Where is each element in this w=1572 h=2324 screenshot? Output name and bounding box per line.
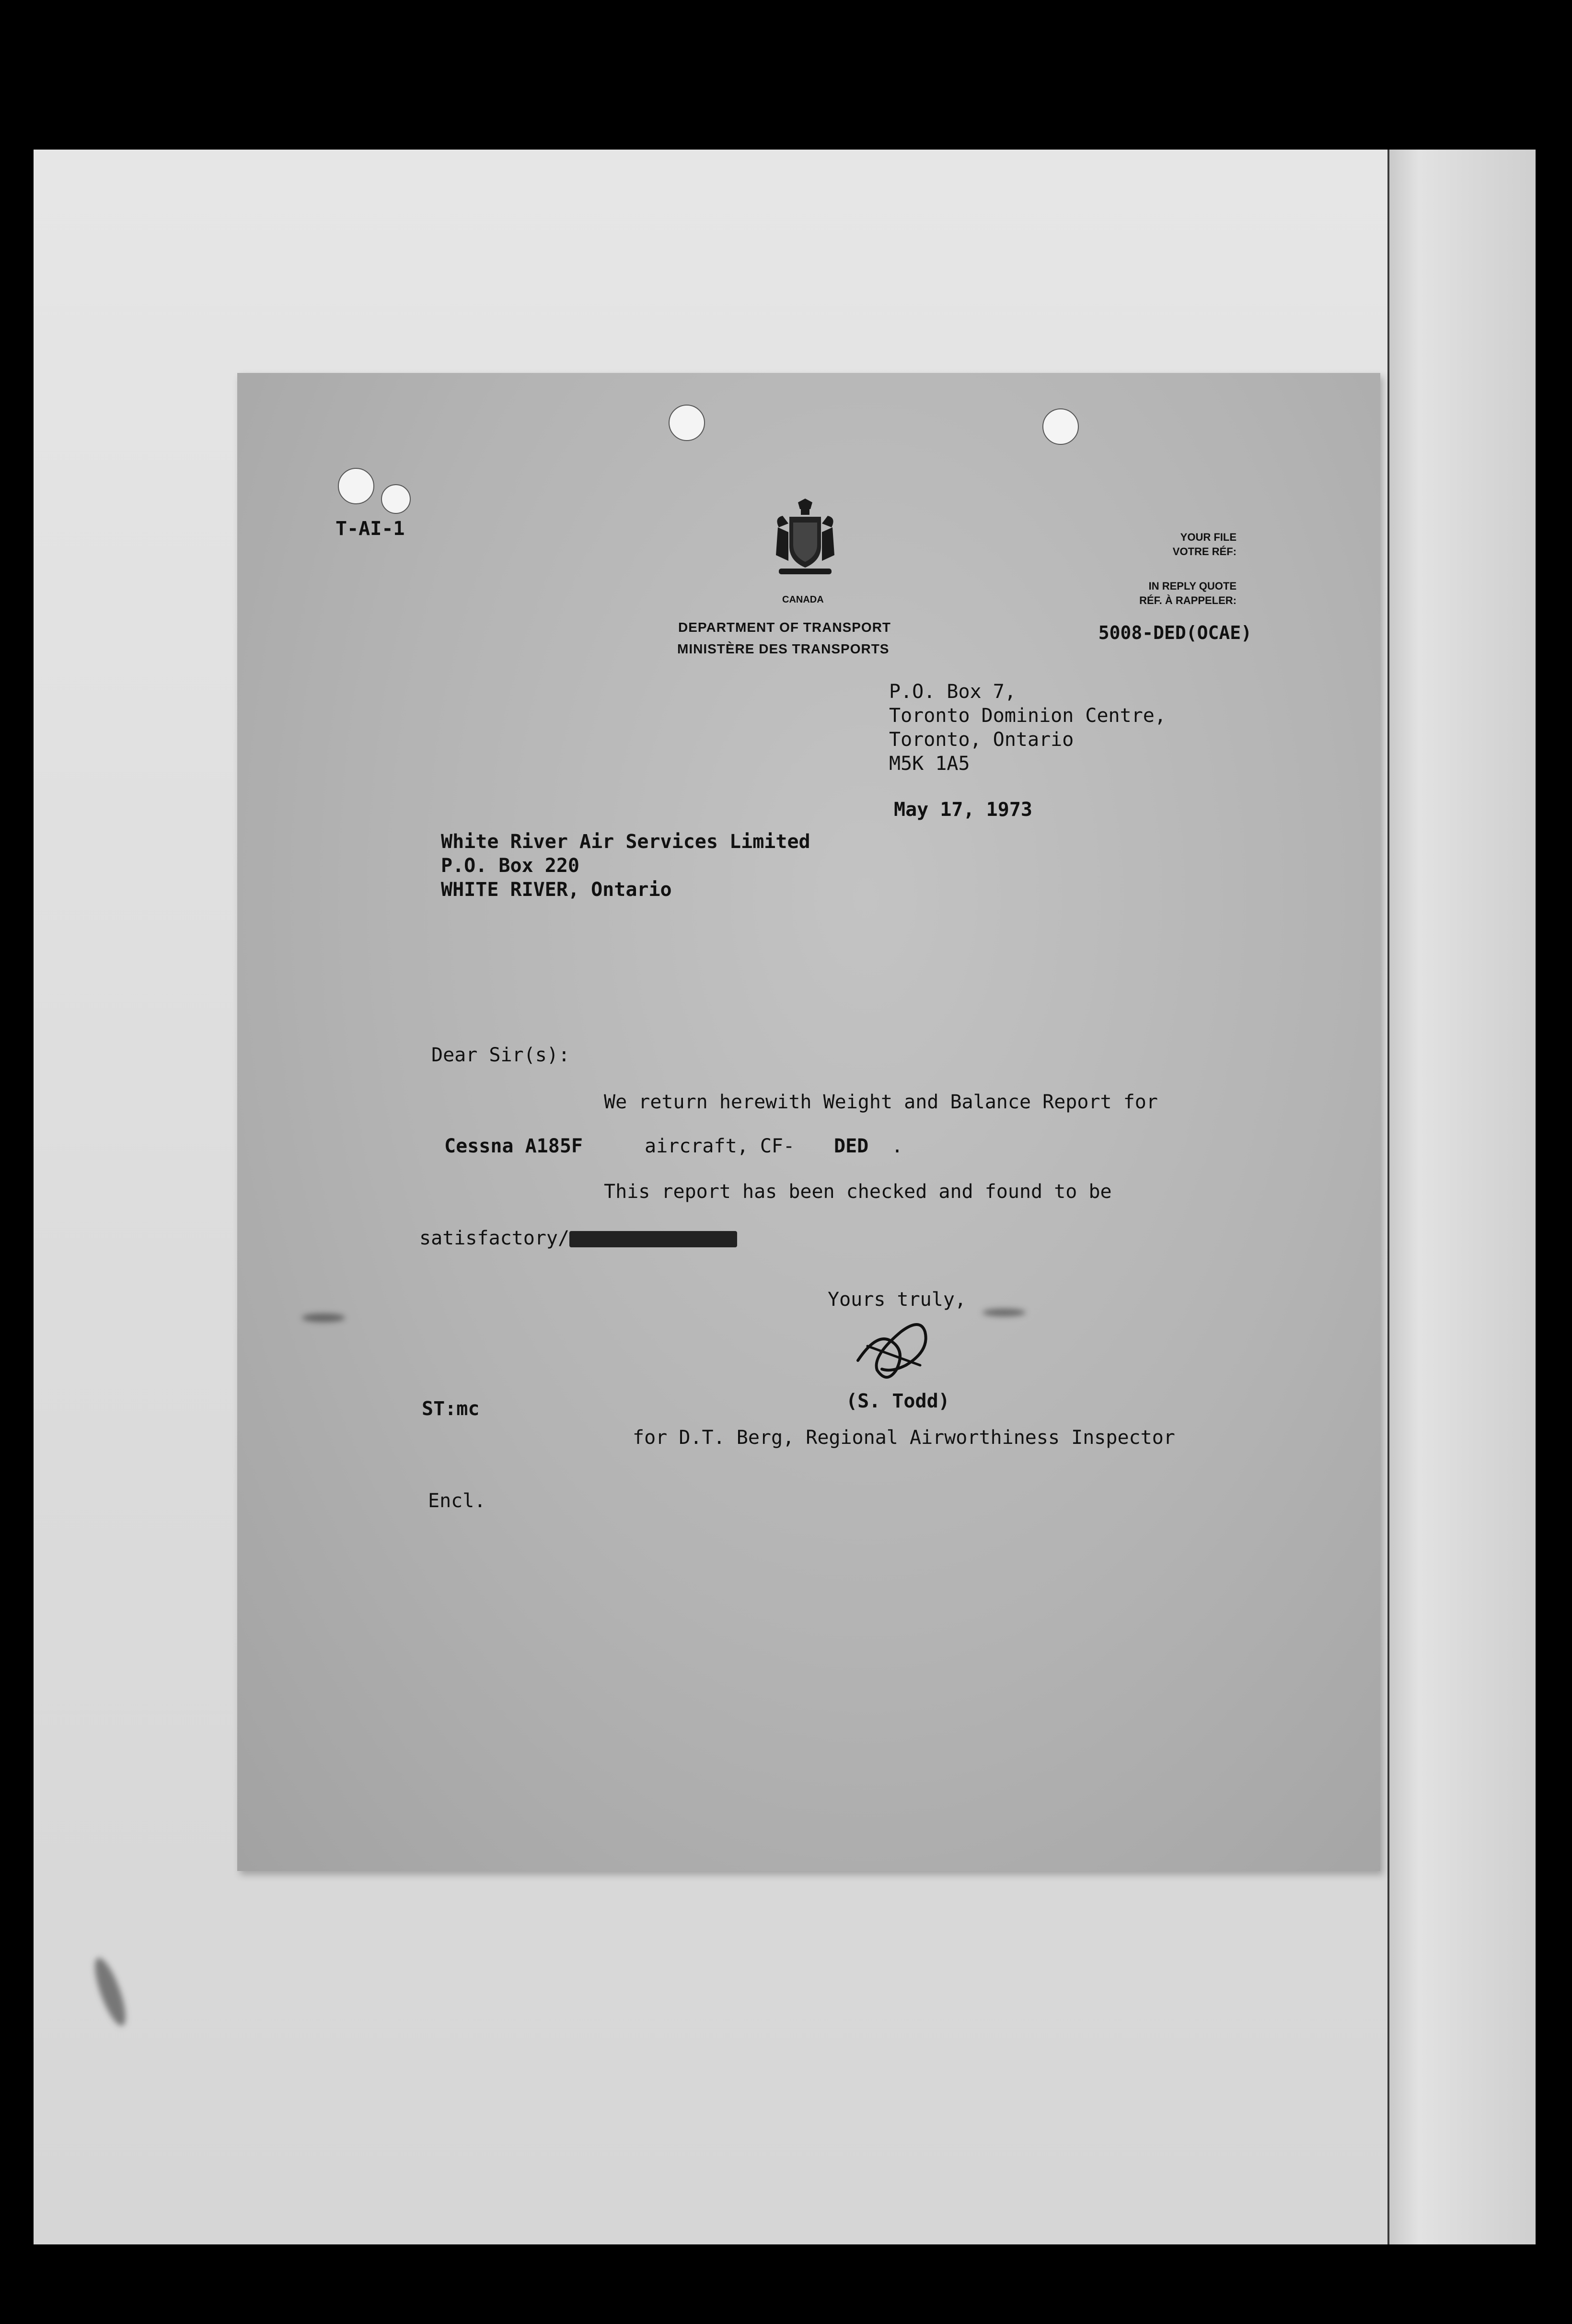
- recipient-address-line: WHITE RIVER, Ontario: [441, 879, 672, 901]
- recipient-name: White River Air Services Limited: [441, 831, 810, 853]
- punch-hole: [669, 405, 705, 441]
- result-line: [419, 1227, 737, 1249]
- reply-quote-label-fr: RÉF. À RAPPELER:: [1139, 594, 1237, 606]
- result-text: satisfactory/: [419, 1227, 570, 1249]
- backing-strip: [1387, 150, 1536, 2244]
- your-file-label-en: YOUR FILE: [1180, 531, 1237, 543]
- film-smudge: [302, 1313, 345, 1322]
- sender-address-line: Toronto, Ontario: [889, 729, 1074, 751]
- coat-of-arms-icon: [769, 499, 841, 580]
- reference-number: 5008-DED(OCAE): [1098, 622, 1252, 643]
- struck-out-text: [569, 1231, 737, 1247]
- body-line: This report has been checked and found to be: [604, 1181, 1112, 1203]
- punch-hole: [338, 468, 374, 504]
- enclosure-note: Encl.: [428, 1490, 486, 1512]
- sender-address-line: P.O. Box 7,: [889, 681, 1016, 703]
- registration-mark: DED: [834, 1135, 869, 1157]
- aircraft-type: Cessna A185F: [444, 1135, 583, 1157]
- body-line: We return herewith Weight and Balance Report for: [604, 1091, 1158, 1113]
- typist-initials: ST:mc: [422, 1398, 480, 1420]
- letter-page: [237, 373, 1380, 1871]
- department-name-en: DEPARTMENT OF TRANSPORT: [678, 620, 891, 635]
- form-code: T-AI-1: [335, 518, 405, 540]
- crest-label: CANADA: [782, 594, 824, 605]
- punch-hole: [1042, 408, 1079, 445]
- signer-name: (S. Todd): [846, 1390, 950, 1412]
- salutation: Dear Sir(s):: [431, 1044, 570, 1066]
- punch-hole: [381, 484, 411, 514]
- department-name-fr: MINISTÈRE DES TRANSPORTS: [677, 641, 890, 656]
- signature-for-line: for D.T. Berg, Regional Airworthiness Inspector: [633, 1427, 1175, 1449]
- recipient-address-line: P.O. Box 220: [441, 855, 579, 877]
- sender-address-line: Toronto Dominion Centre,: [889, 705, 1166, 727]
- valediction: Yours truly,: [828, 1289, 966, 1311]
- signature: [848, 1313, 944, 1384]
- your-file-label-fr: VOTRE RÉF:: [1172, 546, 1237, 558]
- sentence-period: .: [891, 1135, 903, 1157]
- film-smudge: [982, 1309, 1026, 1316]
- aircraft-label: aircraft, CF-: [645, 1135, 795, 1157]
- letter-date: May 17, 1973: [894, 799, 1032, 821]
- sender-address-line: M5K 1A5: [889, 753, 970, 775]
- reply-quote-label-en: IN REPLY QUOTE: [1148, 580, 1237, 592]
